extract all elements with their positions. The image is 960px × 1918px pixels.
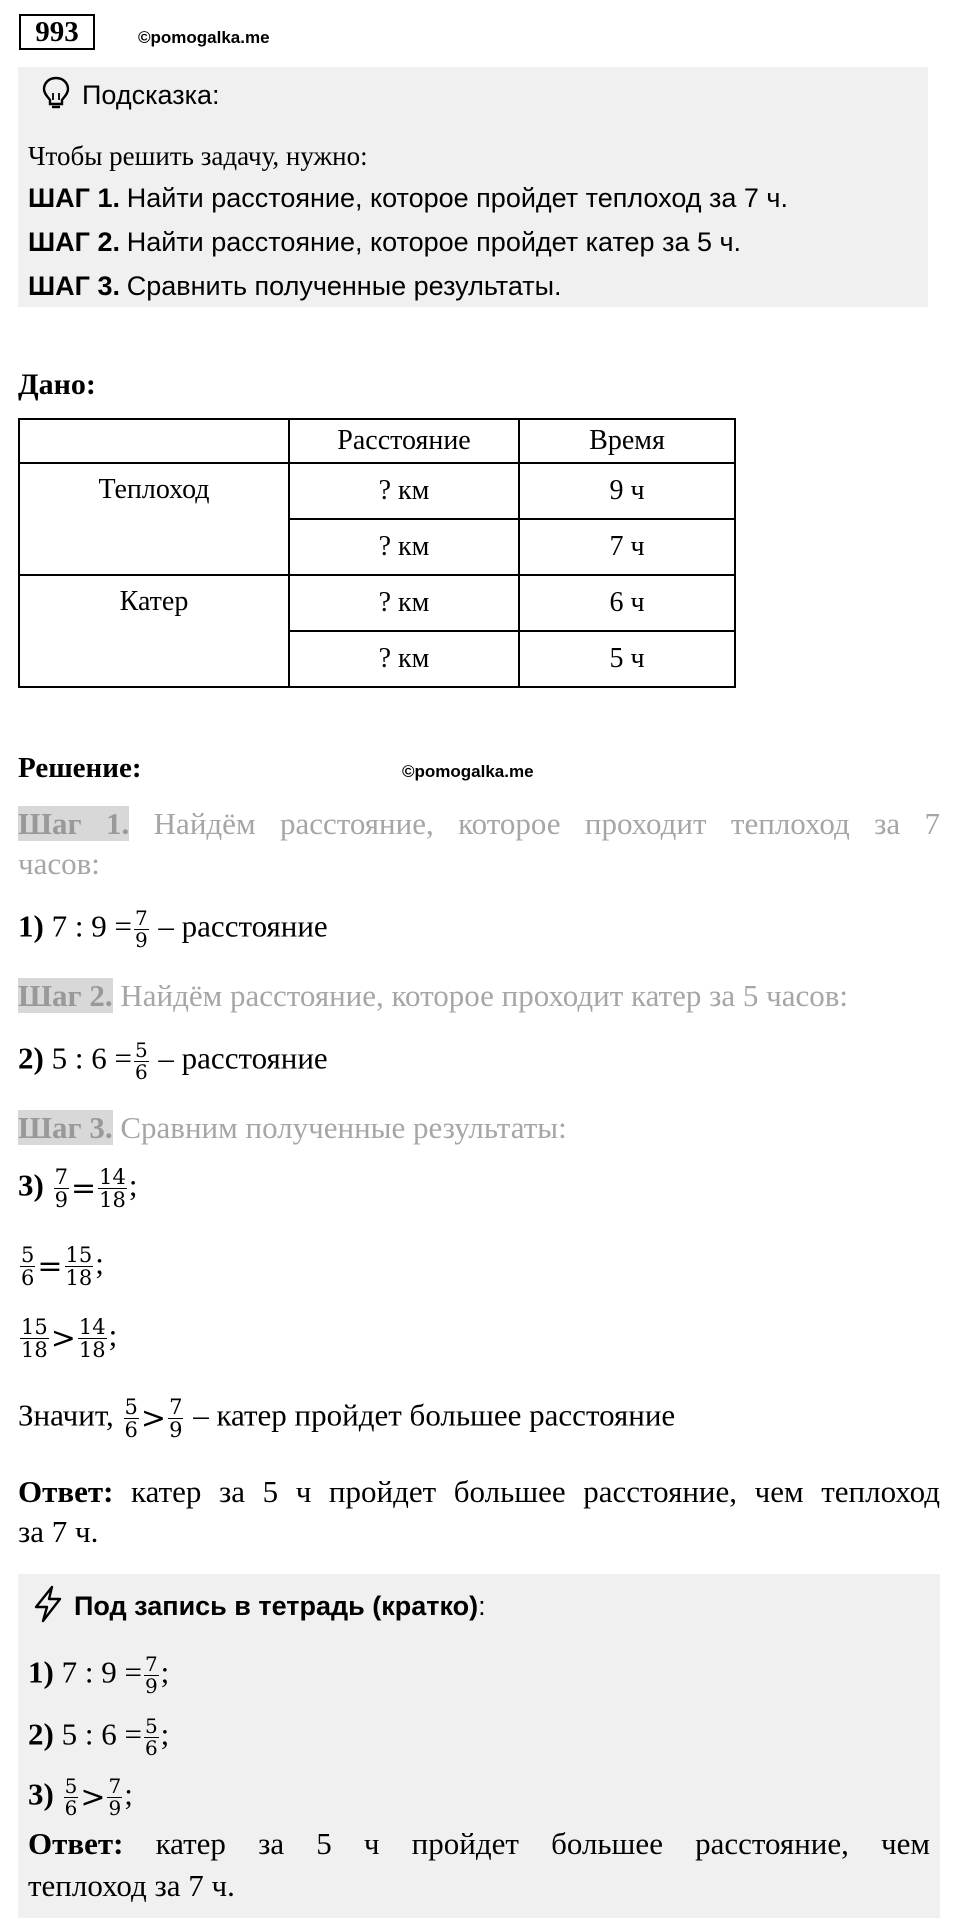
fraction: $\frac{14}{18}$ <box>99 1165 126 1213</box>
step-1-text: Шаг 1. Найдём расстояние, которое проходит теплоход за 7 <box>18 806 941 841</box>
hint-step-3: ШАГ 3. Сравнить полученные результаты. <box>28 271 562 301</box>
fraction: $\frac{5}{6}$ <box>64 1774 78 1820</box>
table-row <box>19 463 735 519</box>
hint-box <box>18 67 928 307</box>
table-cell: ? км <box>289 519 519 575</box>
lightning-icon <box>28 1584 68 1629</box>
solution-line-1: 1) 7 : 9 = $\frac{7}{9}$ – расстояние <box>18 906 328 952</box>
solution-line-5: $\frac{15}{18}$ > $\frac{14}{18}$ ; <box>21 1315 118 1363</box>
lightbulb-icon <box>40 75 72 116</box>
hint-header <box>40 75 220 115</box>
fraction: $\frac{5}{6}$ <box>134 1038 148 1084</box>
table-row <box>19 575 735 631</box>
table-header-cell: Расстояние <box>289 419 519 463</box>
hint-intro: Чтобы решить задачу, нужно: <box>28 141 368 171</box>
fraction: $\frac{15}{18}$ <box>21 1315 48 1363</box>
solution-line-4: $\frac{5}{6}$ = $\frac{15}{18}$ ; <box>21 1243 104 1291</box>
fraction: $\frac{5}{6}$ <box>144 1714 158 1760</box>
given-table <box>18 418 736 688</box>
fraction: $\frac{15}{18}$ <box>65 1243 93 1291</box>
notebook-answer: Ответ: катер за 5 ч пройдет большее расстояние, чем <box>28 1826 931 1861</box>
table-cell: 7 ч <box>519 519 735 575</box>
fraction: $\frac{7}{9}$ <box>134 906 148 952</box>
table-cell: ? км <box>289 631 519 687</box>
solution-line-2: 2) 5 : 6 = $\frac{5}{6}$ – расстояние <box>18 1038 328 1084</box>
notebook-line-3: 3) $\frac{5}{6}$ > $\frac{7}{9}$ ; <box>28 1774 133 1820</box>
notebook-header <box>28 1584 486 1628</box>
solution-heading: Решение: <box>18 752 142 784</box>
fraction: $\frac{7}{9}$ <box>169 1395 183 1443</box>
step-3-label: Шаг 3. <box>18 1110 113 1145</box>
fraction: $\frac{7}{9}$ <box>108 1774 122 1820</box>
watermark: ©pomogalka.me <box>138 28 270 47</box>
notebook-box <box>18 1574 940 1918</box>
hint-step-1: ШАГ 1. Найти расстояние, которое пройдет теплоход за 7 ч. <box>28 183 788 213</box>
problem-number: 993 <box>19 14 95 50</box>
step-1-label: Шаг 1. <box>18 806 130 841</box>
answer-cont: за 7 ч. <box>18 1514 99 1549</box>
fraction: $\frac{7}{9}$ <box>54 1165 68 1213</box>
fraction: $\frac{7}{9}$ <box>144 1652 158 1698</box>
notebook-line-2: 2) 5 : 6 = $\frac{5}{6}$ ; <box>28 1714 170 1760</box>
table-cell: 6 ч <box>519 575 735 631</box>
fraction: $\frac{5}{6}$ <box>124 1395 138 1443</box>
fraction: $\frac{14}{18}$ <box>78 1315 106 1363</box>
hint-title: Подсказка: <box>82 79 220 110</box>
step-1-text-cont: часов: <box>18 846 100 881</box>
fraction: $\frac{5}{6}$ <box>21 1243 35 1291</box>
table-cell: ? км <box>289 575 519 631</box>
table-header-cell <box>19 419 289 463</box>
hint-step-2: ШАГ 2. Найти расстояние, которое пройдет катер за 5 ч. <box>28 227 742 257</box>
step-2-text: Шаг 2. Найдём расстояние, которое проходит катер за 5 часов: <box>18 978 849 1013</box>
answer: Ответ: катер за 5 ч пройдет большее расстояние, чем теплоход <box>18 1474 940 1509</box>
watermark: ©pomogalka.me <box>402 762 534 781</box>
table-cell: 5 ч <box>519 631 735 687</box>
table-cell: 9 ч <box>519 463 735 519</box>
table-header-cell: Время <box>519 419 735 463</box>
table-cell-name: Катер <box>19 575 289 687</box>
step-2-label: Шаг 2. <box>18 978 113 1013</box>
step-3-text: Шаг 3. Сравним полученные результаты: <box>18 1110 567 1145</box>
notebook-answer-cont: теплоход за 7 ч. <box>28 1868 235 1903</box>
solution-line-3: 3) $\frac{7}{9}$ = $\frac{14}{18}$ ; <box>18 1165 138 1213</box>
solution-conclusion: Значит, $\frac{5}{6}$ > $\frac{7}{9}$ – катер пройдет большее расстояние <box>18 1395 676 1443</box>
table-cell: ? км <box>289 463 519 519</box>
table-header-row <box>19 419 735 463</box>
given-heading: Дано: <box>18 368 96 401</box>
notebook-line-1: 1) 7 : 9 = $\frac{7}{9}$ ; <box>28 1652 170 1698</box>
table-cell-name: Теплоход <box>19 463 289 575</box>
notebook-title: Под запись в тетрадь (кратко): <box>74 1590 486 1621</box>
